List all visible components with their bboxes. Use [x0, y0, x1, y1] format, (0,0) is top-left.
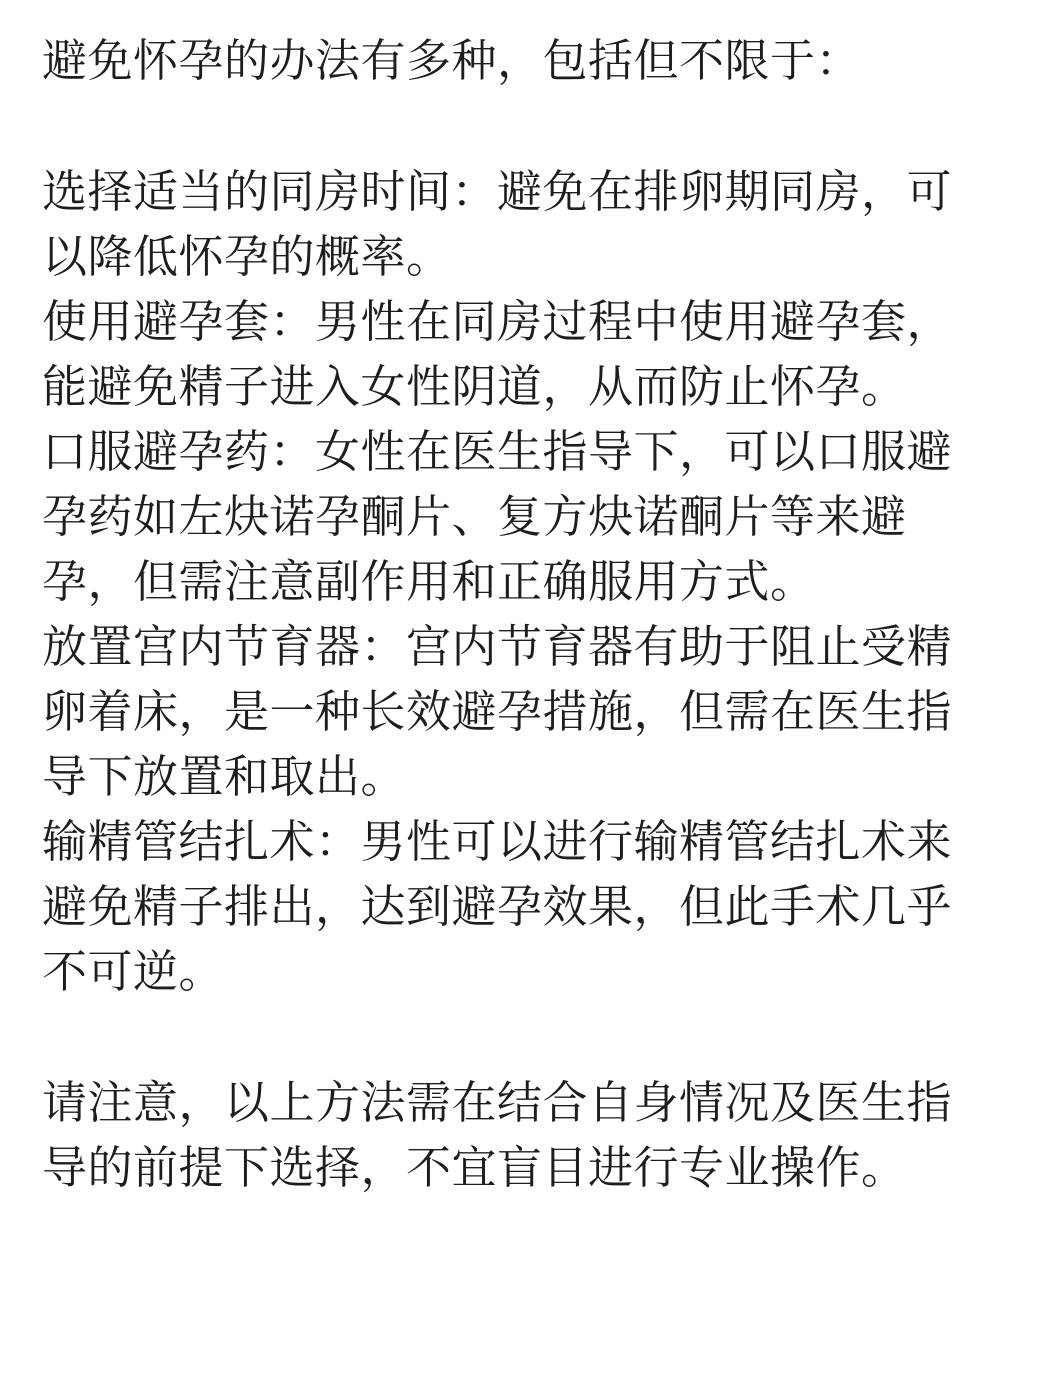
text-line: 使用避孕套：男性在同房过程中使用避孕套，	[42, 297, 953, 347]
text-line: 卵着床，是一种长效避孕措施，但需在医生指	[42, 687, 953, 737]
method-item-oral-pill	[42, 420, 1002, 615]
text-line: 孕药如左炔诺孕酮片、复方炔诺酮片等来避	[42, 492, 907, 542]
text-line: 不可逆。	[42, 947, 225, 997]
text-line: 口服避孕药：女性在医生指导下，可以口服避	[42, 427, 953, 477]
text-line: 放置宫内节育器：宫内节育器有助于阻止受精	[42, 622, 953, 672]
text-line: 请注意，以上方法需在结合自身情况及医生指	[42, 1078, 953, 1128]
methods-paragraph	[42, 160, 1002, 1005]
text-line: 输精管结扎术：男性可以进行输精管结扎术来	[42, 817, 953, 867]
method-item-vasectomy	[42, 810, 1002, 1005]
text-line: 以降低怀孕的概率。	[42, 232, 452, 282]
intro-paragraph	[42, 29, 1002, 94]
method-item-timing	[42, 160, 1002, 290]
note-paragraph	[42, 1071, 1002, 1201]
method-item-iud	[42, 615, 1002, 810]
blank-line	[42, 1005, 1002, 1071]
text-line: 孕，但需注意副作用和正确服用方式。	[42, 557, 816, 607]
text-line: 避免精子排出，达到避孕效果，但此手术几乎	[42, 882, 953, 932]
text-line: 导下放置和取出。	[42, 752, 407, 802]
text-line: 导的前提下选择，不宜盲目进行专业操作。	[42, 1143, 907, 1193]
text-line: 避免怀孕的办法有多种，包括但不限于：	[42, 36, 862, 86]
text-line: 选择适当的同房时间：避免在排卵期同房，可	[42, 167, 953, 217]
blank-line	[42, 94, 1002, 160]
method-item-condom	[42, 290, 1002, 420]
text-line: 能避免精子进入女性阴道，从而防止怀孕。	[42, 362, 907, 412]
